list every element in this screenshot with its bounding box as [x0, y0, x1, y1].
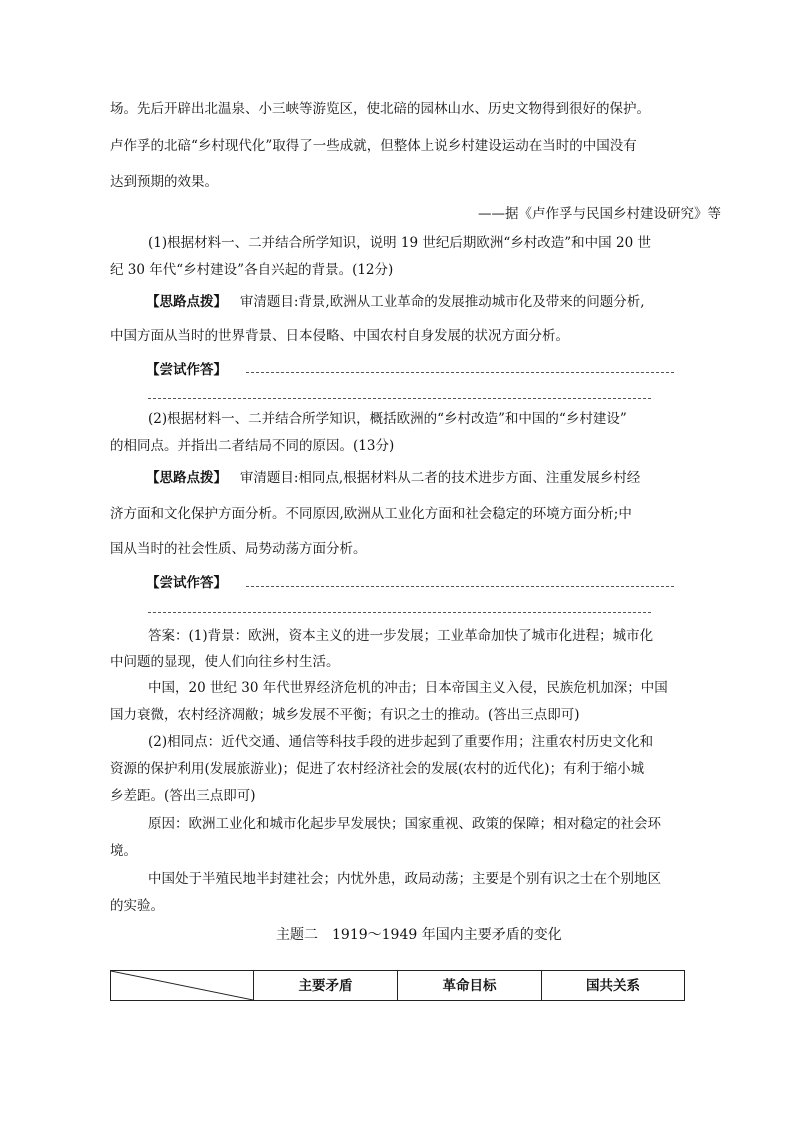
passage-line-3: 达到预期的效果。	[110, 174, 218, 190]
q2-line-2: 的相同点。并指出二者结局不同的原因。(13分)	[110, 438, 395, 454]
answer-line-10: 中国处于半殖民地半封建社会；内忧外患，政局动荡；主要是个别有识之士在个别地区	[148, 871, 661, 887]
table-header-main-contradiction: 主要矛盾	[254, 971, 398, 1001]
q2-hint-line-3: 国从当时的社会性质、局势动荡方面分析。	[110, 541, 367, 557]
q1-answer-line-1[interactable]	[246, 372, 674, 373]
answer-line-1: 答案：(1)背景：欧洲，资本主义的进一步发展；工业革命加快了城市化进程；城市化	[148, 628, 654, 644]
q1-answer-line-2[interactable]	[148, 398, 651, 399]
answer-line-11: 的实验。	[110, 898, 164, 914]
table-diagonal-cell	[111, 971, 254, 1001]
q1-hint-text: 审清题目:背景,欧洲从工业革命的发展推动城市化及带来的问题分析,	[239, 294, 645, 310]
diagonal-line-icon	[111, 971, 253, 1000]
table-header-revolution-goal: 革命目标	[398, 971, 542, 1001]
answer-line-3: 中国，20 世纪 30 年代世界经济危机的冲击；日本帝国主义入侵，民族危机加深；中国	[148, 680, 668, 696]
q1-line-2: 纪 30 年代“乡村建设”各自兴起的背景。(12分)	[110, 262, 394, 278]
q2-hint-text: 审清题目:相同点,根据材料从二者的技术进步方面、注重发展乡村经	[239, 470, 641, 486]
q2-answer-line-2[interactable]	[148, 612, 651, 613]
q2-hint-label: 【思路点拨】	[146, 470, 227, 486]
q2-answer-line-1[interactable]	[246, 586, 674, 587]
passage-line-1: 场。先后开辟出北温泉、小三峡等游览区，使北碚的园林山水、历史文物得到很好的保护。	[110, 101, 650, 117]
passage-source: ——据《卢作孚与民国乡村建设研究》等	[478, 206, 721, 222]
passage-line-2: 卢作孚的北碚“乡村现代化”取得了一些成就，但整体上说乡村建设运动在当时的中国没有	[110, 138, 637, 154]
table-header-kmt-cpc-relation: 国共关系	[542, 971, 685, 1001]
answer-line-5: (2)相同点：近代交通、通信等科技手段的进步起到了重要作用；注重农村历史文化和	[148, 734, 654, 750]
q2-try-label: 【尝试作答】	[146, 575, 227, 591]
q1-try-label: 【尝试作答】	[146, 362, 227, 378]
answer-line-4: 国力衰微，农村经济凋敝；城乡发展不平衡；有识之士的推动。(答出三点即可)	[110, 707, 580, 723]
answer-line-2: 中问题的显现，使人们向往乡村生活。	[110, 654, 340, 670]
q1-hint-label: 【思路点拨】	[146, 294, 227, 310]
q2-hint-line-2: 济方面和文化保护方面分析。不同原因,欧洲从工业化方面和社会稳定的环境方面分析;中	[110, 506, 632, 522]
topic-table	[110, 970, 685, 1001]
answer-line-7: 乡差距。(答出三点即可)	[110, 788, 256, 804]
answer-line-6: 资源的保护利用(发展旅游业)；促进了农村经济社会的发展(农村的近代化)；有利于缩小城	[110, 761, 645, 777]
topic-title: 主题二 1919～1949 年国内主要矛盾的变化	[276, 927, 562, 943]
q2-hint	[146, 469, 640, 487]
answer-line-8: 原因：欧洲工业化和城市化起步早发展快；国家重视、政策的保障；相对稳定的社会环	[148, 816, 661, 832]
table-header-row	[111, 971, 685, 1001]
q1-hint-line-2: 中国方面从当时的世界背景、日本侵略、中国农村自身发展的状况方面分析。	[110, 328, 569, 344]
q1-line-1: (1)根据材料一、二并结合所学知识，说明 19 世纪后期欧洲“乡村改造”和中国 20 世	[148, 235, 651, 251]
q1-hint	[146, 293, 645, 311]
answer-line-9: 境。	[110, 843, 137, 859]
q2-line-1: (2)根据材料一、二并结合所学知识，概括欧洲的“乡村改造”和中国的“乡村建设”	[148, 411, 627, 427]
